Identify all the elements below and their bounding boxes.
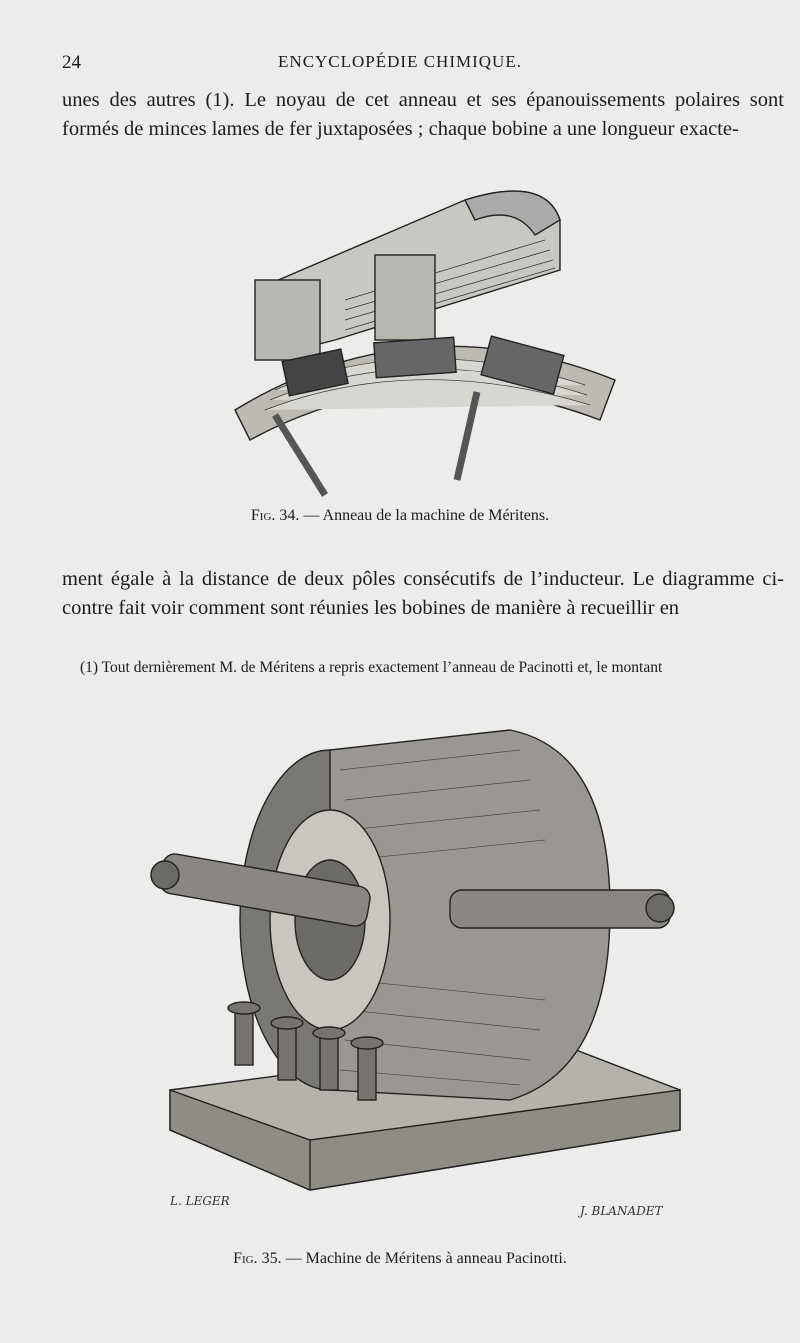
engraver-signature-left: L. LEGER (170, 1194, 230, 1208)
body-paragraph-1: unes des autres (1). Le noyau de cet anneau et ses épanouissements polaires sont formés de minces lames de fer juxtaposées ; chaque bobine a une longueur exacte- (62, 89, 784, 140)
body-paragraph-2: ment égale à la distance de deux pôles consécutifs de l’inducteur. Le diagramme ci-contre fait voir comment sont réunies les bobines de manière à recueillir en (62, 568, 784, 619)
engraver-signature-right: J. BLANADET (580, 1204, 663, 1218)
figure-34-label: Fig. 34. (250, 507, 300, 524)
footnote: (1) Tout dernièrement M. de Méritens a repris exactement l’anneau de Pacinotti et, le montant (80, 659, 663, 676)
page-number: 24 (62, 52, 81, 73)
figure-34-caption (0, 507, 800, 525)
figure-35-machine-illustration (130, 710, 690, 1220)
figure-35-caption (0, 1250, 800, 1268)
figure-35-caption-text: — Machine de Méritens à anneau Pacinotti. (285, 1250, 567, 1267)
running-head: ENCYCLOPÉDIE CHIMIQUE. (278, 52, 522, 71)
figure-34-ring-illustration (215, 180, 635, 500)
figure-35-label: Fig. 35. (233, 1250, 282, 1267)
figure-34-caption-text: — Anneau de la machine de Méritens. (303, 507, 550, 524)
